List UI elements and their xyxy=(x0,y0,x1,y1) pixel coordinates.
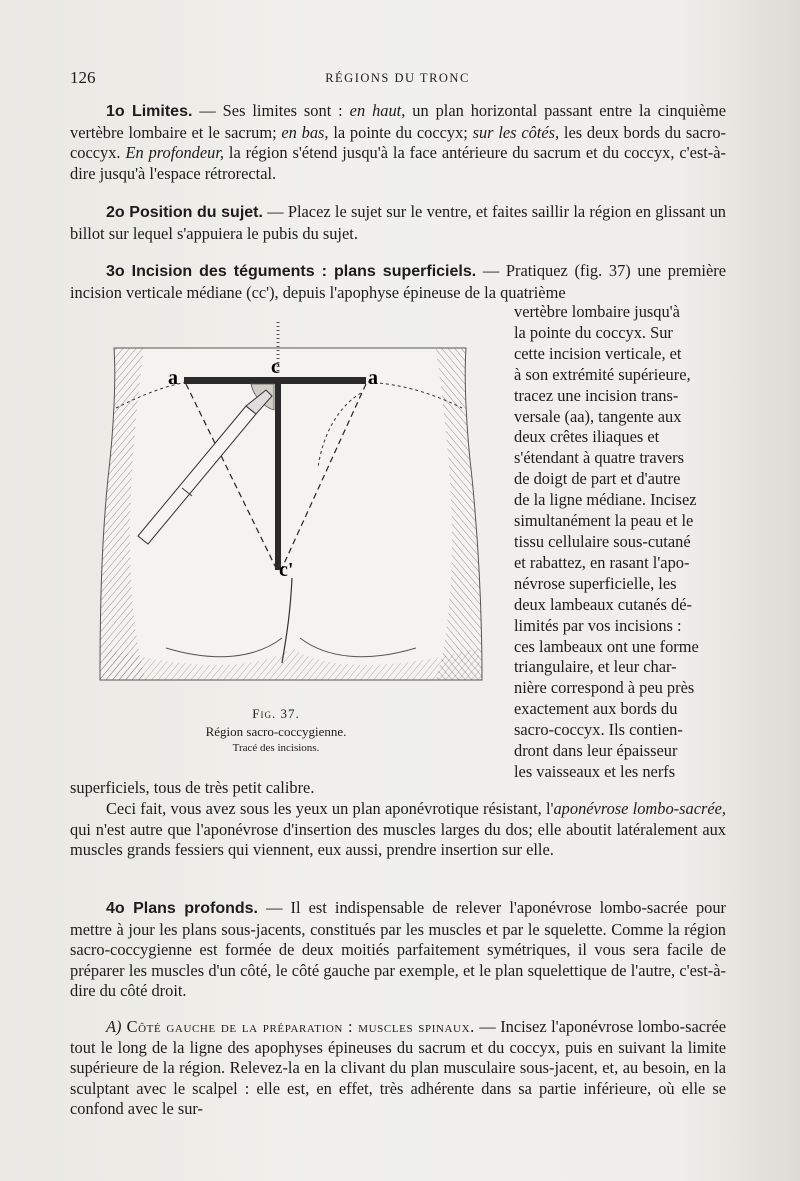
column-line: et rabattez, en rasant l'apo- xyxy=(514,552,690,572)
subsection-heading: Côté gauche de la préparation : muscles spinaux. xyxy=(121,1017,475,1036)
side-column-text xyxy=(514,302,726,783)
body-text: — Placez le sujet sur le ventre, et faites saillir la région en glissant un billot sur lequel s'appuiera le pubis du sujet. xyxy=(70,202,727,243)
column-line: nière correspond à peu près xyxy=(514,678,695,698)
body-text: un plan horizontal passant entre la cinquième vertèbre lombaire et le sacrum; xyxy=(70,101,726,142)
column-line: triangulaire, et leur char- xyxy=(514,657,677,677)
column-line: les vaisseaux et les nerfs xyxy=(514,761,676,781)
figure-subtitle: Tracé des incisions. xyxy=(232,742,320,754)
figure-title: Région sacro-coccygienne. xyxy=(205,724,347,739)
column-line: à son extrémité supérieure, xyxy=(514,364,691,384)
column-line: deux lambeaux cutanés dé- xyxy=(514,594,692,614)
running-title: RÉGIONS DU TRONC xyxy=(325,71,470,85)
page-number: 126 xyxy=(70,68,96,87)
column-line: limités par vos incisions : xyxy=(514,615,682,635)
column-line: névrose superficielle, les xyxy=(514,573,677,593)
section-heading: 3o Incision des téguments : plans superficiels. xyxy=(106,263,477,280)
body-text: — Pratiquez (fig. 37) une première incision verticale médiane (cc'), depuis l'apophyse épineuse de la quatrième xyxy=(70,261,726,302)
column-line: de doigt de part et d'autre xyxy=(514,469,681,489)
body-text: la région s'étend jusqu'à la face antérieure du sacrum et du coccyx, c'est-à-dire jusqu'à l'espace rétrorectal. xyxy=(70,143,726,183)
italic-text: sur les côtés, xyxy=(472,122,560,142)
section-aponevrose xyxy=(70,799,726,861)
section-heading: 2o Position du sujet. xyxy=(106,204,263,221)
body-text: — Il est indispensable de relever l'aponévrose lombo-sacrée pour mettre à jour les plans sous-jacents, constitués par les muscles et par le squelette. Comme la région sacro-coccygienne est formée de deux moitiés parfaitement symétriques, il vous sera facile de préparer les muscles d'un côté, le côté gauche par exemple, et le plan squelettique de l'autre, c'est-à-dire du côté droit. xyxy=(70,898,726,1000)
column-line: sacro-coccyx. Ils contien- xyxy=(514,720,683,740)
column-line: versale (aa), tangente aux xyxy=(514,406,682,426)
label-a-left: a xyxy=(168,367,178,389)
label-c-prime: c' xyxy=(279,559,294,581)
body-text: les deux bords du sacro-coccyx. xyxy=(70,122,726,162)
section-heading: 4o Plans profonds. xyxy=(106,900,258,917)
vertical-incision-cc xyxy=(275,380,281,570)
column-line: tracez une incision trans- xyxy=(514,385,679,405)
section-plans-profonds xyxy=(70,898,726,1002)
body-text: qui n'est autre que l'aponévrose d'insertion des muscles larges du dos; elle aboutit latéralement aux muscles grands fessiers qui viennent, eux aussi, prendre insertion sur elle. xyxy=(70,819,726,859)
label-a-right: a xyxy=(368,367,378,389)
body-text: — Incisez l'aponévrose lombo-sacrée tout le long de la ligne des apophyses épineuses du sacrum et du coccyx, puis en suivant la limite supérieure de la région. Relevez-la en la clivant du plan musculaire sous-jacent, et, au besoin, en la sculptant avec le scalpel : elle est, en effet, très adhérente dans sa partie inférieure, où elle se confond avec le sur- xyxy=(70,1017,727,1118)
figure-number: Fig. 37. xyxy=(252,706,300,721)
column-line: vertèbre lombaire jusqu'à xyxy=(514,302,680,321)
body-text: — Ses limites sont : xyxy=(192,101,350,120)
body-text: la pointe du coccyx; xyxy=(328,122,473,142)
italic-text: A) xyxy=(106,1017,122,1036)
section-cote-gauche xyxy=(70,1017,726,1120)
column-line: ces lambeaux ont une forme xyxy=(514,636,699,656)
page-header xyxy=(70,68,725,90)
column-line: dront dans leur épaisseur xyxy=(514,741,678,761)
italic-text: aponévrose lombo-sacrée, xyxy=(553,799,726,818)
italic-text: En profondeur, xyxy=(125,143,224,162)
section-position xyxy=(70,202,726,244)
column-line: exactement aux bords du xyxy=(514,699,678,719)
column-line: de la ligne médiane. Incisez xyxy=(514,490,697,510)
section-limites xyxy=(70,101,726,184)
column-line: deux crêtes iliaques et xyxy=(514,427,660,447)
section-incision-end: superficiels, tous de très petit calibre. xyxy=(70,778,315,797)
column-line: cette incision verticale, et xyxy=(514,343,682,363)
body-text: Ceci fait, vous avez sous les yeux un plan aponévrotique résistant, l' xyxy=(106,799,554,818)
section-incision-intro xyxy=(70,261,726,303)
label-c: c xyxy=(271,356,280,378)
section-heading: 1o Limites. xyxy=(106,103,193,120)
column-line: la pointe du coccyx. Sur xyxy=(514,322,673,342)
italic-text: en bas, xyxy=(281,122,329,142)
italic-text: en haut, xyxy=(349,101,406,120)
figure-37-illustration xyxy=(96,318,488,690)
column-line: s'étendant à quatre travers xyxy=(514,448,684,468)
column-line: tissu cellulaire sous-cutané xyxy=(514,531,691,551)
column-line: simultanément la peau et le xyxy=(514,511,694,531)
